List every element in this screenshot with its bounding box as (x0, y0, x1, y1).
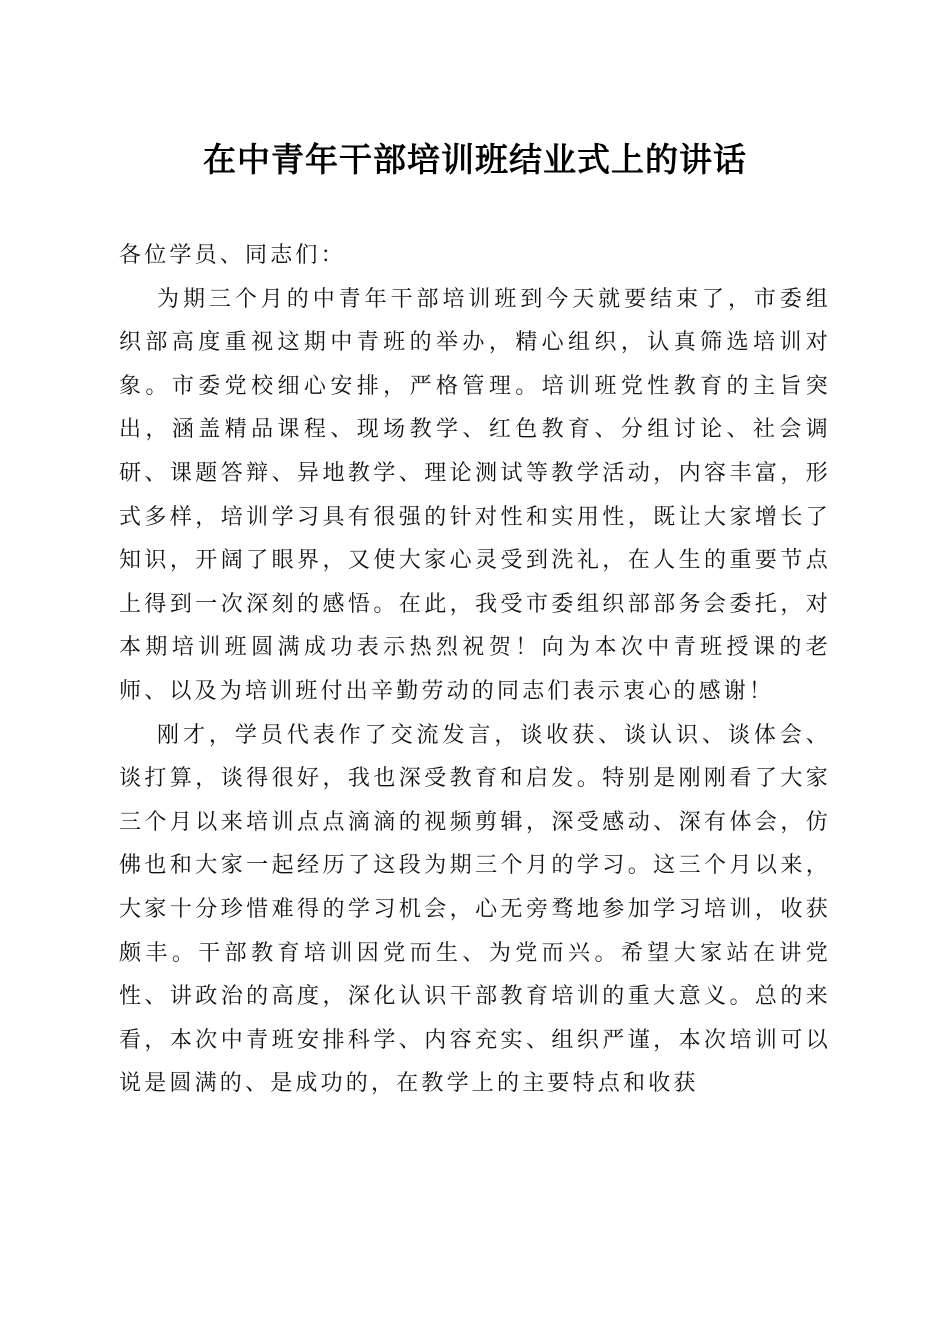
document-title: 在中青年干部培训班结业式上的讲话 (203, 140, 747, 179)
paragraph-1: 为期三个月的中青年干部培训班到今天就要结束了，市委组织部高度重视这期中青班的举办，精心组织，认真筛选培训对象。市委党校细心安排，严格管理。培训班党性教育的主旨突出，涵盖精品课程、现场教学、红色教育、分组讨论、社会调研、课题答辩、异地教学、理论测试等教学活动，内容丰富，形式多样，培训学习具有很强的针对性和实用性，既让大家增长了知识，开阔了眼界，又使大家心灵受到洗礼，在人生的重要节点上得到一次深刻的感悟。在此，我受市委组织部部务会委托，对本期培训班圆满成功表示热烈祝贺！向为本次中青班授课的老师、以及为培训班付出辛勤劳动的同志们表示衷心的感谢！ (119, 286, 831, 704)
greeting-line: 各位学员、同志们： (119, 243, 346, 268)
document-body (119, 234, 831, 1106)
paragraph-2: 刚才，学员代表作了交流发言，谈收获、谈认识、谈体会、谈打算，谈得很好，我也深受教育和启发。特别是刚刚看了大家三个月以来培训点点滴滴的视频剪辑，深受感动、深有体会，仿佛也和大家一起经历了这段为期三个月的学习。这三个月以来，大家十分珍惜难得的学习机会，心无旁骛地参加学习培训，收获颇丰。干部教育培训因党而生、为党而兴。希望大家站在讲党性、讲政治的高度，深化认识干部教育培训的重大意义。总的来看，本次中青班安排科学、内容充实、组织严谨，本次培训可以说是圆满的、是成功的，在教学上的主要特点和收获 (119, 722, 831, 1097)
